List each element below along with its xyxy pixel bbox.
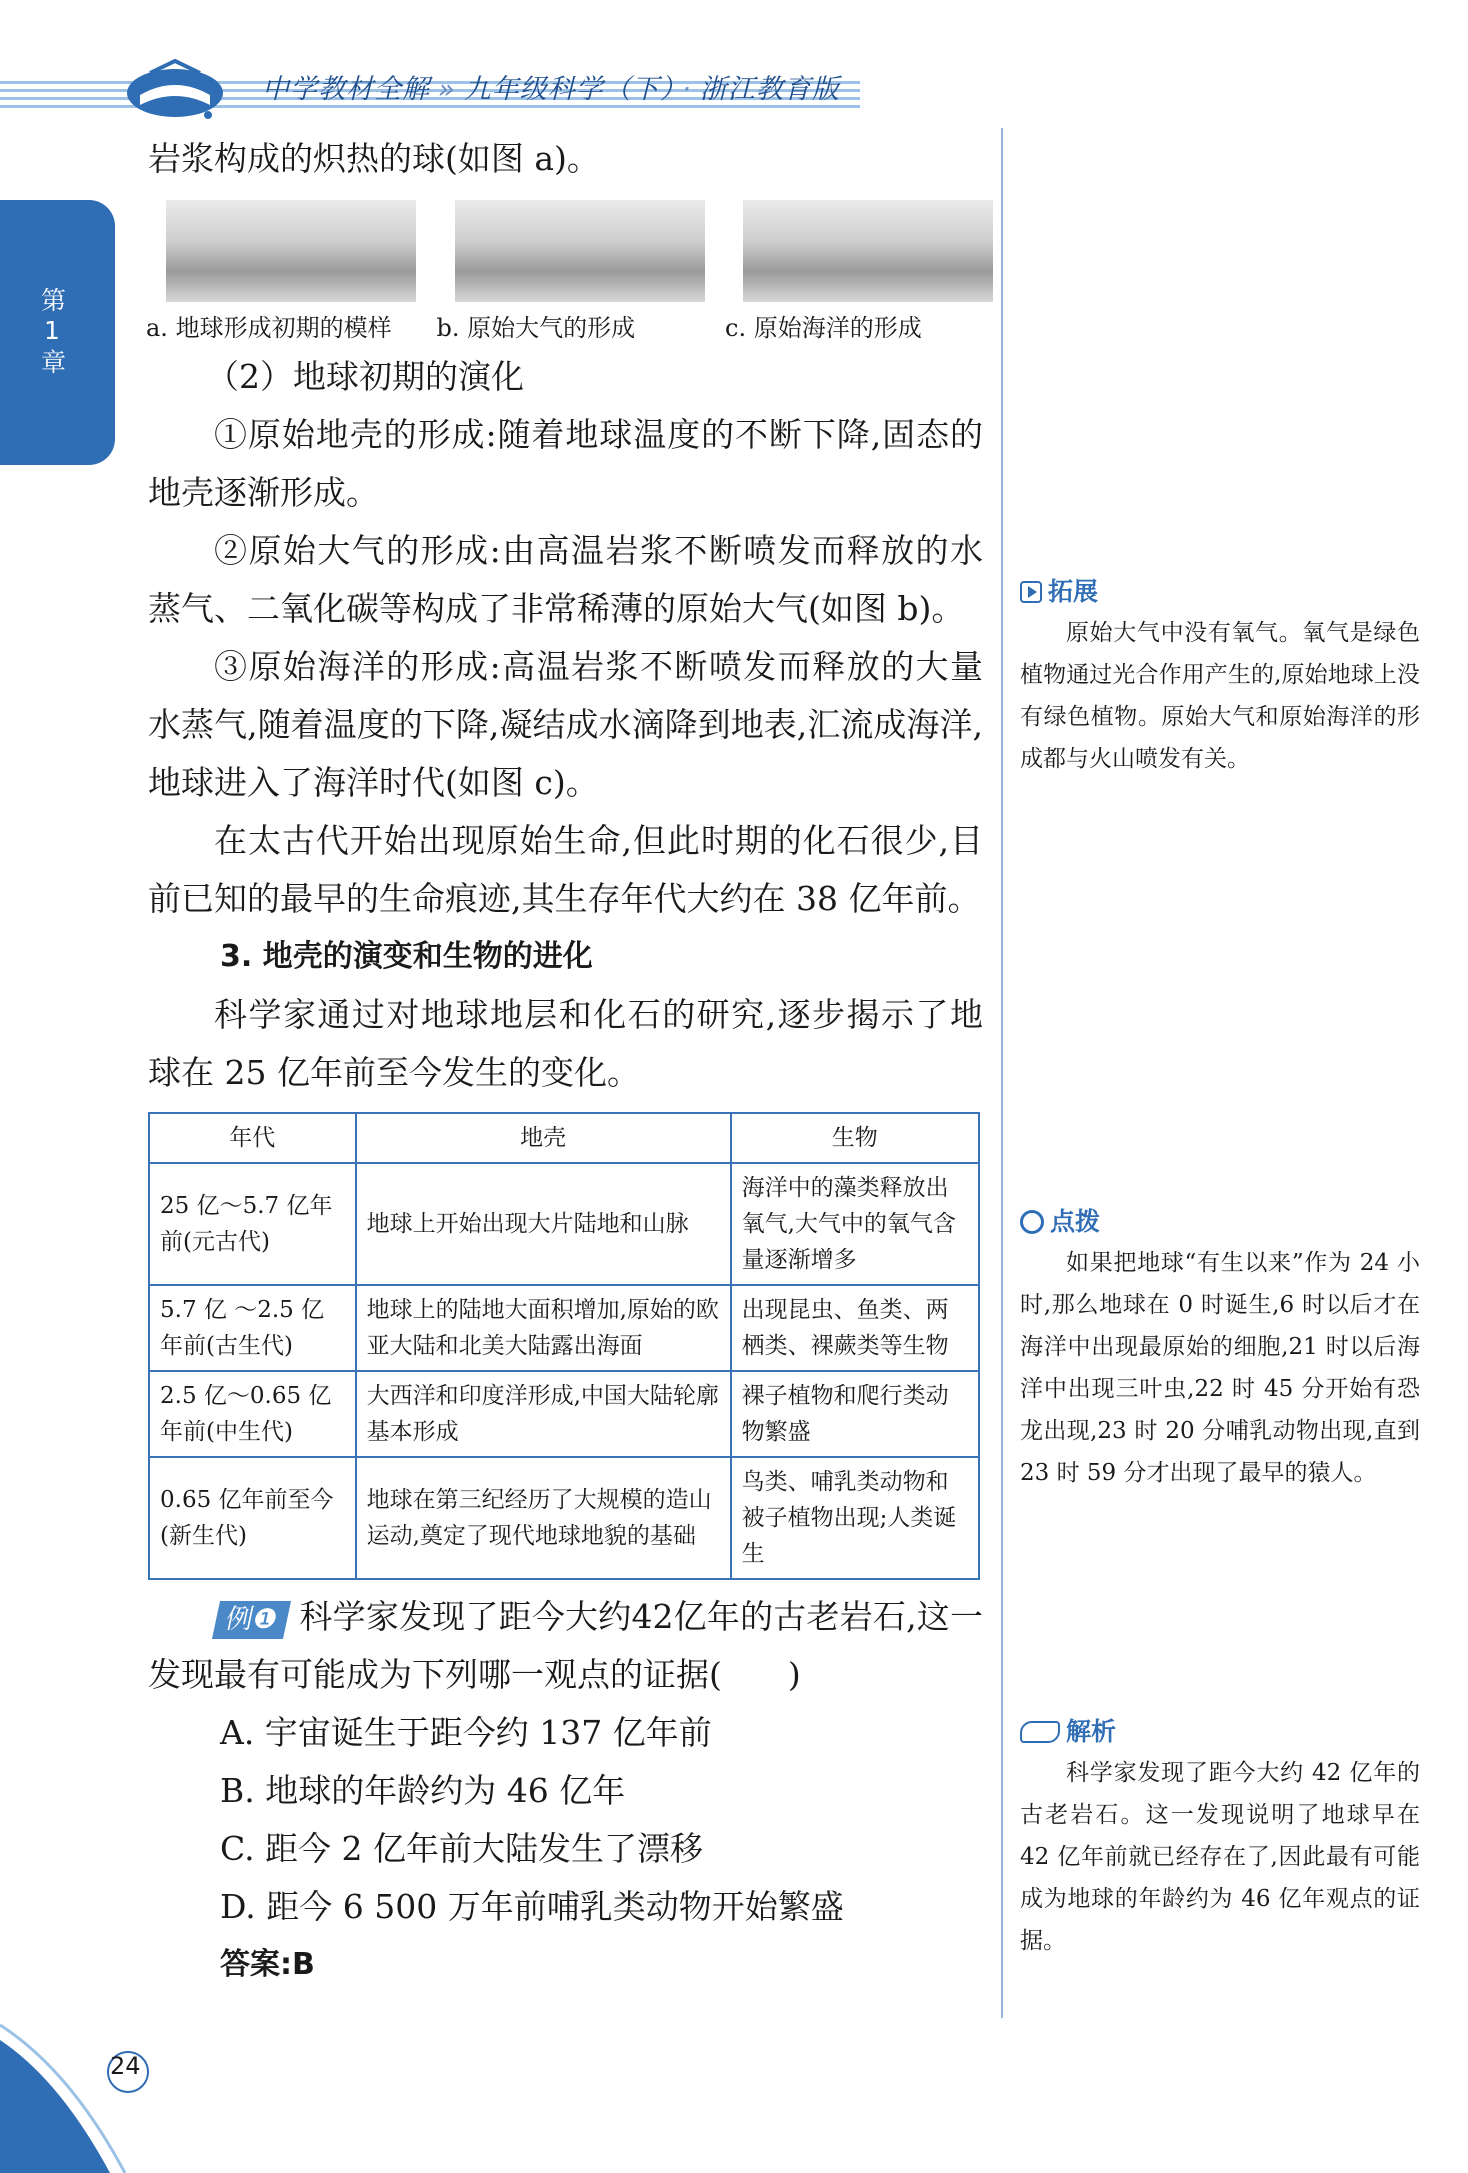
book-name: 九年级科学（下） [463,74,675,105]
table-cell: 25 亿～5.7 亿年前(元古代) [149,1163,356,1285]
table-cell: 0.65 亿年前至今(新生代) [149,1457,356,1579]
figure-b-image [455,200,705,302]
table-cell: 出现昆虫、鱼类、两栖类、裸蕨类等生物 [731,1285,979,1371]
subheading-evolution: （2）地球初期的演化 [206,357,524,396]
analysis-label-text: 解析 [1066,1717,1117,1746]
table-row [149,1163,979,1285]
page-number: 24 [110,2052,141,2080]
option-b: B. 地球的年龄约为 46 亿年 [220,1771,626,1810]
tip-label-text: 点拨 [1050,1207,1101,1236]
figure-b [437,200,695,348]
figure-row [148,200,983,348]
expand-label [1020,572,1420,612]
figure-b-caption: b. 原始大气的形成 [436,314,636,342]
figure-c [725,200,983,348]
table-cell: 鸟类、哺乳类动物和被子植物出现;人类诞生 [731,1457,979,1579]
table-cell: 海洋中的藻类释放出氧气,大气中的氧气含量逐渐增多 [731,1163,979,1285]
header-dot: · [682,74,692,105]
answer: 答案:B [220,1947,315,1982]
intro-text: 岩浆构成的炽热的球(如图 a)。 [148,139,600,178]
table-row [149,1285,979,1371]
paragraph-life: 在太古代开始出现原始生命,但此时期的化石很少,目前已知的最早的生命痕迹,其生存年代大约在 38 亿年前。 [148,821,983,918]
pencil-icon [1020,1721,1060,1743]
table-cell: 5.7 亿 ～2.5 亿年前(古生代) [149,1285,356,1371]
header-separator-icon: » [438,74,456,105]
column-divider [1001,128,1003,2018]
paragraph-crust: ①原始地壳的形成:随着地球温度的不断下降,固态的地壳逐渐形成。 [148,415,983,512]
table-header: 年代 [149,1113,356,1163]
series-name: 中学教材全解 [262,74,430,105]
figure-a-image [166,200,416,302]
page-header [0,55,1468,125]
table-cell: 地球在第三纪经历了大规模的造山运动,奠定了现代地球地貌的基础 [356,1457,731,1579]
magnifier-icon [1020,1210,1044,1234]
table-cell: 大西洋和印度洋形成,中国大陆轮廓基本形成 [356,1371,731,1457]
analysis-label [1020,1712,1420,1752]
table-header-row [149,1113,979,1163]
edition-name: 浙江教育版 [699,74,840,105]
table-cell: 地球上开始出现大片陆地和山脉 [356,1163,731,1285]
option-c: C. 距今 2 亿年前大陆发生了漂移 [220,1829,704,1868]
header-title [262,67,840,106]
table-header: 生物 [731,1113,979,1163]
expand-text: 原始大气中没有氧气。氧气是绿色植物通过光合作用产生的,原始地球上没有绿色植物。原始大气和原始海洋的形成都与火山喷发有关。 [1020,620,1420,772]
side-analysis [1020,1712,1420,1962]
figure-c-image [743,200,993,302]
tip-label [1020,1202,1420,1242]
section-heading-3: 3. 地壳的演变和生物的进化 [220,939,593,974]
main-column [148,130,983,1994]
paragraph-research: 科学家通过对地球地层和化石的研究,逐步揭示了地球在 25 亿年前至今发生的变化。 [148,995,983,1092]
table-row [149,1371,979,1457]
analysis-text: 科学家发现了距今大约 42 亿年的古老岩石。这一发现说明了地球早在 42 亿年前就已经存在了,因此最有可能成为地球的年龄约为 46 亿年观点的证据。 [1020,1760,1420,1954]
example-question-text: 科学家发现了距今大约42亿年的古老岩石,这一发现最有可能成为下列哪一观点的证据( ) [148,1597,983,1694]
era-table [148,1112,980,1580]
table-cell: 2.5 亿～0.65 亿年前(中生代) [149,1371,356,1457]
option-a: A. 宇宙诞生于距今约 137 亿年前 [220,1713,712,1752]
book-logo-icon [120,55,230,125]
expand-label-text: 拓展 [1048,577,1099,606]
side-tip [1020,1202,1420,1494]
table-cell: 地球上的陆地大面积增加,原始的欧亚大陆和北美大陆露出海面 [356,1285,731,1371]
figure-a-caption: a. 地球形成初期的模样 [146,314,392,342]
corner-decoration [0,2000,200,2173]
example-badge: 例❶ [212,1601,291,1639]
play-icon [1020,581,1042,603]
table-header: 地壳 [356,1113,731,1163]
table-cell: 裸子植物和爬行类动物繁盛 [731,1371,979,1457]
example-question [148,1588,983,1704]
table-row [149,1457,979,1579]
option-d: D. 距今 6 500 万年前哺乳类动物开始繁盛 [220,1887,844,1926]
paragraph-ocean: ③原始海洋的形成:高温岩浆不断喷发而释放的大量水蒸气,随着温度的下降,凝结成水滴降到地表,汇流成海洋,地球进入了海洋时代(如图 c)。 [148,647,983,802]
chapter-tab: 第1章 [0,200,115,465]
figure-a [148,200,406,348]
paragraph-atmosphere: ②原始大气的形成:由高温岩浆不断喷发而释放的水蒸气、二氧化碳等构成了非常稀薄的原始大气(如图 b)。 [148,531,983,628]
side-expand [1020,572,1420,780]
figure-c-caption: c. 原始海洋的形成 [725,314,922,342]
tip-text: 如果把地球“有生以来”作为 24 小时,那么地球在 0 时诞生,6 时以后才在海洋中出现最原始的细胞,21 时以后海洋中出现三叶虫,22 时 45 分开始有恐龙出现,23 时 20 分哺乳动物出现,直到 23 时 59 分才出现了最早的猿人。 [1020,1250,1420,1486]
